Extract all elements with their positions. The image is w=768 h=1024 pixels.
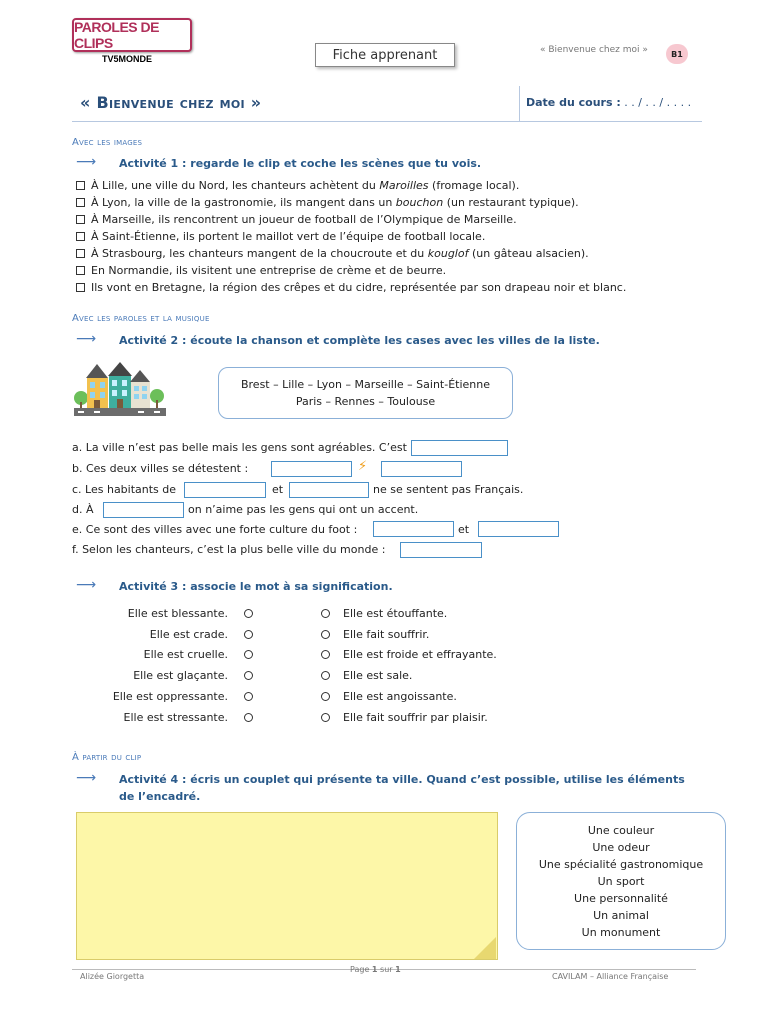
matching-left-dot[interactable] bbox=[244, 713, 253, 722]
matching-right-meaning: Elle est froide et effrayante. bbox=[343, 648, 497, 662]
matching-right-meaning: Elle est sale. bbox=[343, 669, 413, 683]
element-item: Un monument bbox=[581, 925, 661, 939]
matching-left-term: Elle est blessante. bbox=[127, 606, 228, 620]
arrow-icon: ⟶ bbox=[76, 154, 97, 170]
element-item: Une odeur bbox=[592, 840, 650, 854]
matching-left-dot[interactable] bbox=[244, 692, 253, 701]
scene-checklist-item bbox=[76, 228, 696, 245]
element-item: Une personnalité bbox=[574, 891, 668, 905]
paroles-de-clips-logo bbox=[72, 18, 192, 52]
scene-checklist-item bbox=[76, 211, 696, 228]
scene-text: À Strasbourg, les chanteurs mangent de la choucroute et du kouglof (un gâteau alsacien). bbox=[91, 247, 589, 260]
writing-note-area[interactable] bbox=[76, 812, 498, 960]
city-list-line-2: Paris – Rennes – Toulouse bbox=[295, 395, 436, 408]
scene-text: En Normandie, ils visitent une entreprise de crème et de beurre. bbox=[91, 264, 447, 277]
answer-a-field[interactable] bbox=[411, 440, 508, 456]
scene-checkbox[interactable] bbox=[76, 181, 85, 190]
element-item: Un sport bbox=[597, 874, 645, 888]
matching-left-dot[interactable] bbox=[244, 650, 253, 659]
question-a: a. La ville n’est pas belle mais les gens sont agréables. C’est bbox=[72, 441, 407, 454]
scene-checklist-item bbox=[76, 194, 696, 211]
page-of: sur bbox=[380, 965, 393, 974]
matching-row bbox=[78, 707, 538, 728]
activity1-checklist bbox=[76, 177, 696, 296]
matching-left-term: Elle est glaçante. bbox=[133, 669, 228, 683]
scene-checklist-item bbox=[76, 262, 696, 279]
lightning-icon: ⚡ bbox=[358, 459, 368, 474]
elements-box bbox=[516, 812, 726, 950]
element-item: Une couleur bbox=[587, 823, 655, 837]
scene-checkbox[interactable] bbox=[76, 266, 85, 275]
footer-org: CAVILAM – Alliance Française bbox=[552, 972, 669, 981]
arrow-icon: ⟶ bbox=[76, 770, 97, 786]
matching-exercise bbox=[78, 603, 538, 728]
tv5monde-logo: TV5MONDE bbox=[102, 54, 153, 64]
question-d-end: on n’aime pas les gens qui ont un accent. bbox=[188, 503, 419, 516]
element-item: Un animal bbox=[593, 908, 649, 922]
matching-right-dot[interactable] bbox=[321, 671, 330, 680]
matching-left-term: Elle est crade. bbox=[149, 627, 228, 641]
matching-right-dot[interactable] bbox=[321, 692, 330, 701]
matching-row bbox=[78, 665, 538, 686]
footer-author: Alizée Giorgetta bbox=[80, 972, 145, 981]
scene-checklist-item bbox=[76, 177, 696, 194]
activity3-title: Activité 3 : associe le mot à sa signification. bbox=[119, 580, 393, 593]
houses-icon bbox=[72, 360, 168, 422]
logo-text: PAROLES DE CLIPS bbox=[74, 19, 159, 51]
matching-right-meaning: Elle fait souffrir. bbox=[343, 627, 430, 641]
matching-right-meaning: Elle est angoissante. bbox=[343, 690, 457, 704]
city-list-line-1: Brest – Lille – Lyon – Marseille – Saint-Étienne bbox=[240, 378, 491, 391]
scene-text: Ils vont en Bretagne, la région des crêpes et du cidre, représentée par son drapeau noir et blanc. bbox=[91, 281, 627, 294]
question-e: e. Ce sont des villes avec une forte culture du foot : bbox=[72, 523, 358, 536]
answer-c1-field[interactable] bbox=[184, 482, 266, 498]
answer-d-field[interactable] bbox=[103, 502, 184, 518]
scene-text: À Lyon, la ville de la gastronomie, ils mangent dans un bouchon (un restaurant typique). bbox=[91, 196, 579, 209]
scene-checkbox[interactable] bbox=[76, 232, 85, 241]
answer-b1-field[interactable] bbox=[271, 461, 352, 477]
scene-text: À Saint-Étienne, ils portent le maillot vert de l’équipe de football locale. bbox=[91, 230, 486, 243]
scene-text: À Lille, une ville du Nord, les chanteurs achètent du Maroilles (fromage local). bbox=[91, 179, 520, 192]
question-f: f. Selon les chanteurs, c’est la plus belle ville du monde : bbox=[72, 543, 386, 556]
header-song-title: « Bienvenue chez moi » bbox=[540, 45, 648, 55]
activity1-title: Activité 1 : regarde le clip et coche les scènes que tu vois. bbox=[119, 157, 482, 170]
matching-right-meaning: Elle fait souffrir par plaisir. bbox=[343, 710, 488, 724]
matching-right-dot[interactable] bbox=[321, 713, 330, 722]
title-underline bbox=[72, 121, 702, 122]
date-value: . . / . . / . . . . bbox=[620, 96, 692, 109]
scene-checkbox[interactable] bbox=[76, 215, 85, 224]
matching-left-dot[interactable] bbox=[244, 609, 253, 618]
matching-left-term: Elle est stressante. bbox=[123, 710, 228, 724]
matching-left-term: Elle est oppressante. bbox=[112, 690, 228, 704]
page-title: « Bienvenue chez moi » bbox=[80, 93, 262, 112]
answer-e2-field[interactable] bbox=[478, 521, 559, 537]
activity4-title-line2: de l’encadré. bbox=[119, 790, 201, 803]
date-label: Date du cours : bbox=[526, 96, 621, 109]
question-b: b. Ces deux villes se détestent : bbox=[72, 462, 249, 475]
question-c: c. Les habitants de bbox=[72, 483, 177, 496]
answer-f-field[interactable] bbox=[400, 542, 482, 558]
matching-left-dot[interactable] bbox=[244, 671, 253, 680]
question-e-and: et bbox=[458, 523, 470, 536]
matching-right-dot[interactable] bbox=[321, 609, 330, 618]
page-number: 1 bbox=[371, 965, 378, 974]
page-label: Page bbox=[350, 965, 370, 974]
matching-left-term: Elle est cruelle. bbox=[143, 648, 228, 662]
question-c-end: ne se sentent pas Français. bbox=[373, 483, 524, 496]
section-images: Avec les images bbox=[72, 137, 143, 148]
section-clip: À partir du clip bbox=[72, 752, 142, 763]
matching-right-meaning: Elle est étouffante. bbox=[343, 606, 448, 620]
page-total: 1 bbox=[395, 965, 401, 974]
matching-row bbox=[78, 645, 538, 666]
arrow-icon: ⟶ bbox=[76, 577, 97, 593]
scene-checkbox[interactable] bbox=[76, 198, 85, 207]
sheet-type-label: Fiche apprenant bbox=[315, 43, 455, 67]
scene-checkbox[interactable] bbox=[76, 249, 85, 258]
activity4-title-line1: Activité 4 : écris un couplet qui présente ta ville. Quand c’est possible, utilise les éléments bbox=[119, 773, 685, 786]
answer-b2-field[interactable] bbox=[381, 461, 462, 477]
question-d: d. À bbox=[72, 503, 94, 516]
scene-checkbox[interactable] bbox=[76, 283, 85, 292]
city-list-box bbox=[218, 367, 513, 419]
matching-left-dot[interactable] bbox=[244, 630, 253, 639]
title-divider bbox=[519, 86, 520, 122]
matching-row bbox=[78, 603, 538, 624]
level-badge: B1 bbox=[666, 44, 688, 64]
answer-e1-field[interactable] bbox=[373, 521, 454, 537]
matching-row bbox=[78, 624, 538, 645]
matching-row bbox=[78, 686, 538, 707]
arrow-icon: ⟶ bbox=[76, 331, 97, 347]
scene-checklist-item bbox=[76, 245, 696, 262]
element-item: Une spécialité gastronomique bbox=[538, 857, 704, 871]
scene-text: À Marseille, ils rencontrent un joueur de football de l’Olympique de Marseille. bbox=[91, 213, 517, 226]
section-lyrics: Avec les paroles et la musique bbox=[72, 313, 210, 324]
scene-checklist-item bbox=[76, 279, 696, 296]
activity2-title: Activité 2 : écoute la chanson et complète les cases avec les villes de la liste. bbox=[119, 334, 600, 347]
question-c-and: et bbox=[272, 483, 284, 496]
matching-right-dot[interactable] bbox=[321, 630, 330, 639]
matching-right-dot[interactable] bbox=[321, 650, 330, 659]
answer-c2-field[interactable] bbox=[289, 482, 369, 498]
course-date bbox=[526, 96, 691, 109]
footer-page bbox=[350, 965, 401, 974]
